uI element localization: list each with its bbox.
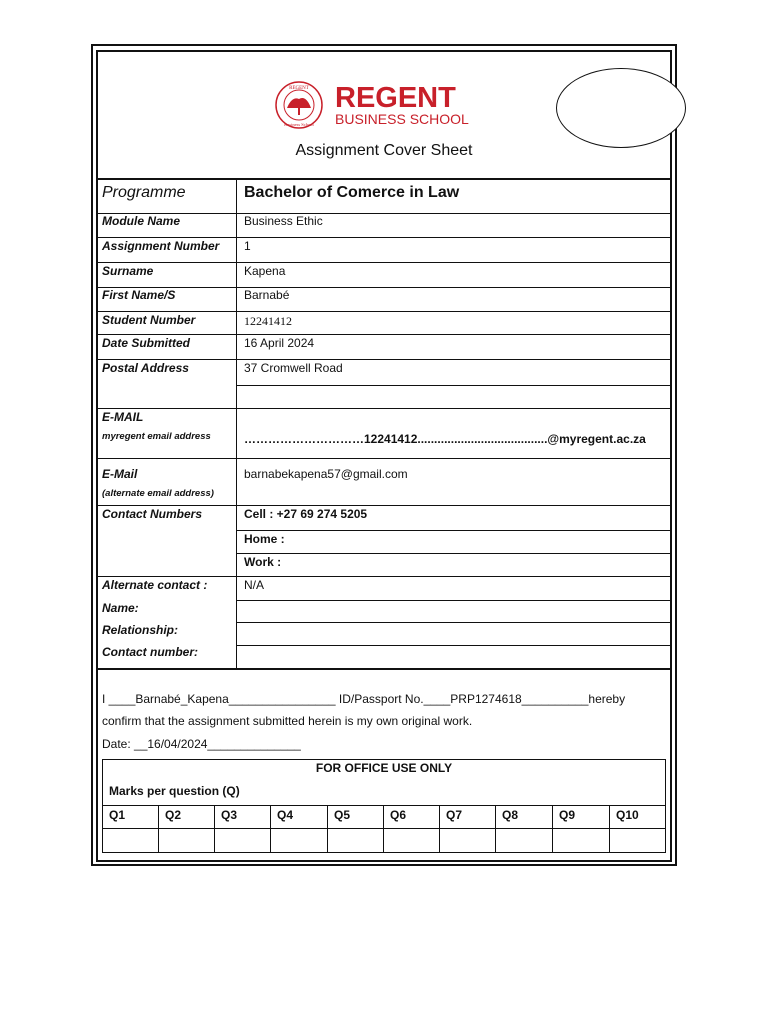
declaration-line-2: confirm that the assignment submitted herein is my own original work. xyxy=(102,714,473,728)
q5-header: Q5 xyxy=(334,808,351,822)
header-divider xyxy=(96,178,672,180)
declaration-line-1: I ____Barnabé_Kapena________________ ID/Passport No.____PRP1274618__________hereby xyxy=(102,692,626,706)
alt-relationship-label: Relationship: xyxy=(102,623,179,637)
programme-label: Programme xyxy=(102,184,186,201)
q9-header: Q9 xyxy=(559,808,576,822)
work-number: Work : xyxy=(244,555,282,569)
alt-email-sublabel: (alternate email address) xyxy=(102,488,214,499)
q1-header: Q1 xyxy=(109,808,126,822)
email-sublabel: myregent email address xyxy=(102,431,211,442)
q7-header: Q7 xyxy=(446,808,463,822)
alternate-contact-value: N/A xyxy=(244,578,265,592)
alt-email-label: E-Mail xyxy=(102,467,138,481)
surname-value: Kapena xyxy=(244,264,286,278)
photo-oval xyxy=(556,68,686,148)
alt-name-label: Name: xyxy=(102,601,139,615)
alt-email-value: barnabekapena57@gmail.com xyxy=(244,467,408,481)
home-number: Home : xyxy=(244,532,285,546)
marks-per-question-label: Marks per question (Q) xyxy=(109,784,240,798)
student-number-label: Student Number xyxy=(102,313,196,327)
svg-text:Business School: Business School xyxy=(284,122,314,127)
logo-subtitle: BUSINESS SCHOOL xyxy=(335,111,469,127)
form-bottom-divider xyxy=(96,668,672,670)
alternate-contact-label: Alternate contact : xyxy=(102,578,208,592)
first-name-value: Barnabé xyxy=(244,288,290,302)
svg-text:REGENT: REGENT xyxy=(289,86,309,91)
q2-header: Q2 xyxy=(165,808,182,822)
programme-value: Bachelor of Comerce in Law xyxy=(244,184,460,201)
postal-address-value: 37 Cromwell Road xyxy=(244,361,343,375)
module-name-label: Module Name xyxy=(102,214,181,228)
module-name-value: Business Ethic xyxy=(244,214,323,228)
regent-logo xyxy=(268,80,508,132)
surname-label: Surname xyxy=(102,264,154,278)
email-label: E-MAIL xyxy=(102,410,144,424)
q10-header: Q10 xyxy=(616,808,639,822)
q6-header: Q6 xyxy=(390,808,407,822)
date-submitted-value: 16 April 2024 xyxy=(244,336,315,350)
column-divider xyxy=(236,180,237,668)
q4-header: Q4 xyxy=(277,808,294,822)
logo-wordmark: REGENT xyxy=(335,82,456,114)
declaration-date: Date: __16/04/2024______________ xyxy=(102,737,301,751)
page-title: Assignment Cover Sheet xyxy=(295,142,473,159)
student-number-value: 12241412 xyxy=(244,314,292,328)
first-name-label: First Name/S xyxy=(102,288,176,302)
postal-address-label: Postal Address xyxy=(102,361,189,375)
date-submitted-label: Date Submitted xyxy=(102,336,191,350)
q8-header: Q8 xyxy=(502,808,519,822)
q3-header: Q3 xyxy=(221,808,238,822)
email-value: …………………………12241412.......................................@myregent.ac.za xyxy=(244,432,646,446)
office-use-title: FOR OFFICE USE ONLY xyxy=(315,761,453,775)
assignment-number-label: Assignment Number xyxy=(102,239,220,253)
alt-contact-number-label: Contact number: xyxy=(102,645,198,659)
contact-numbers-label: Contact Numbers xyxy=(102,507,203,521)
assignment-number-value: 1 xyxy=(244,239,251,253)
cell-number: Cell : +27 69 274 5205 xyxy=(244,507,368,521)
